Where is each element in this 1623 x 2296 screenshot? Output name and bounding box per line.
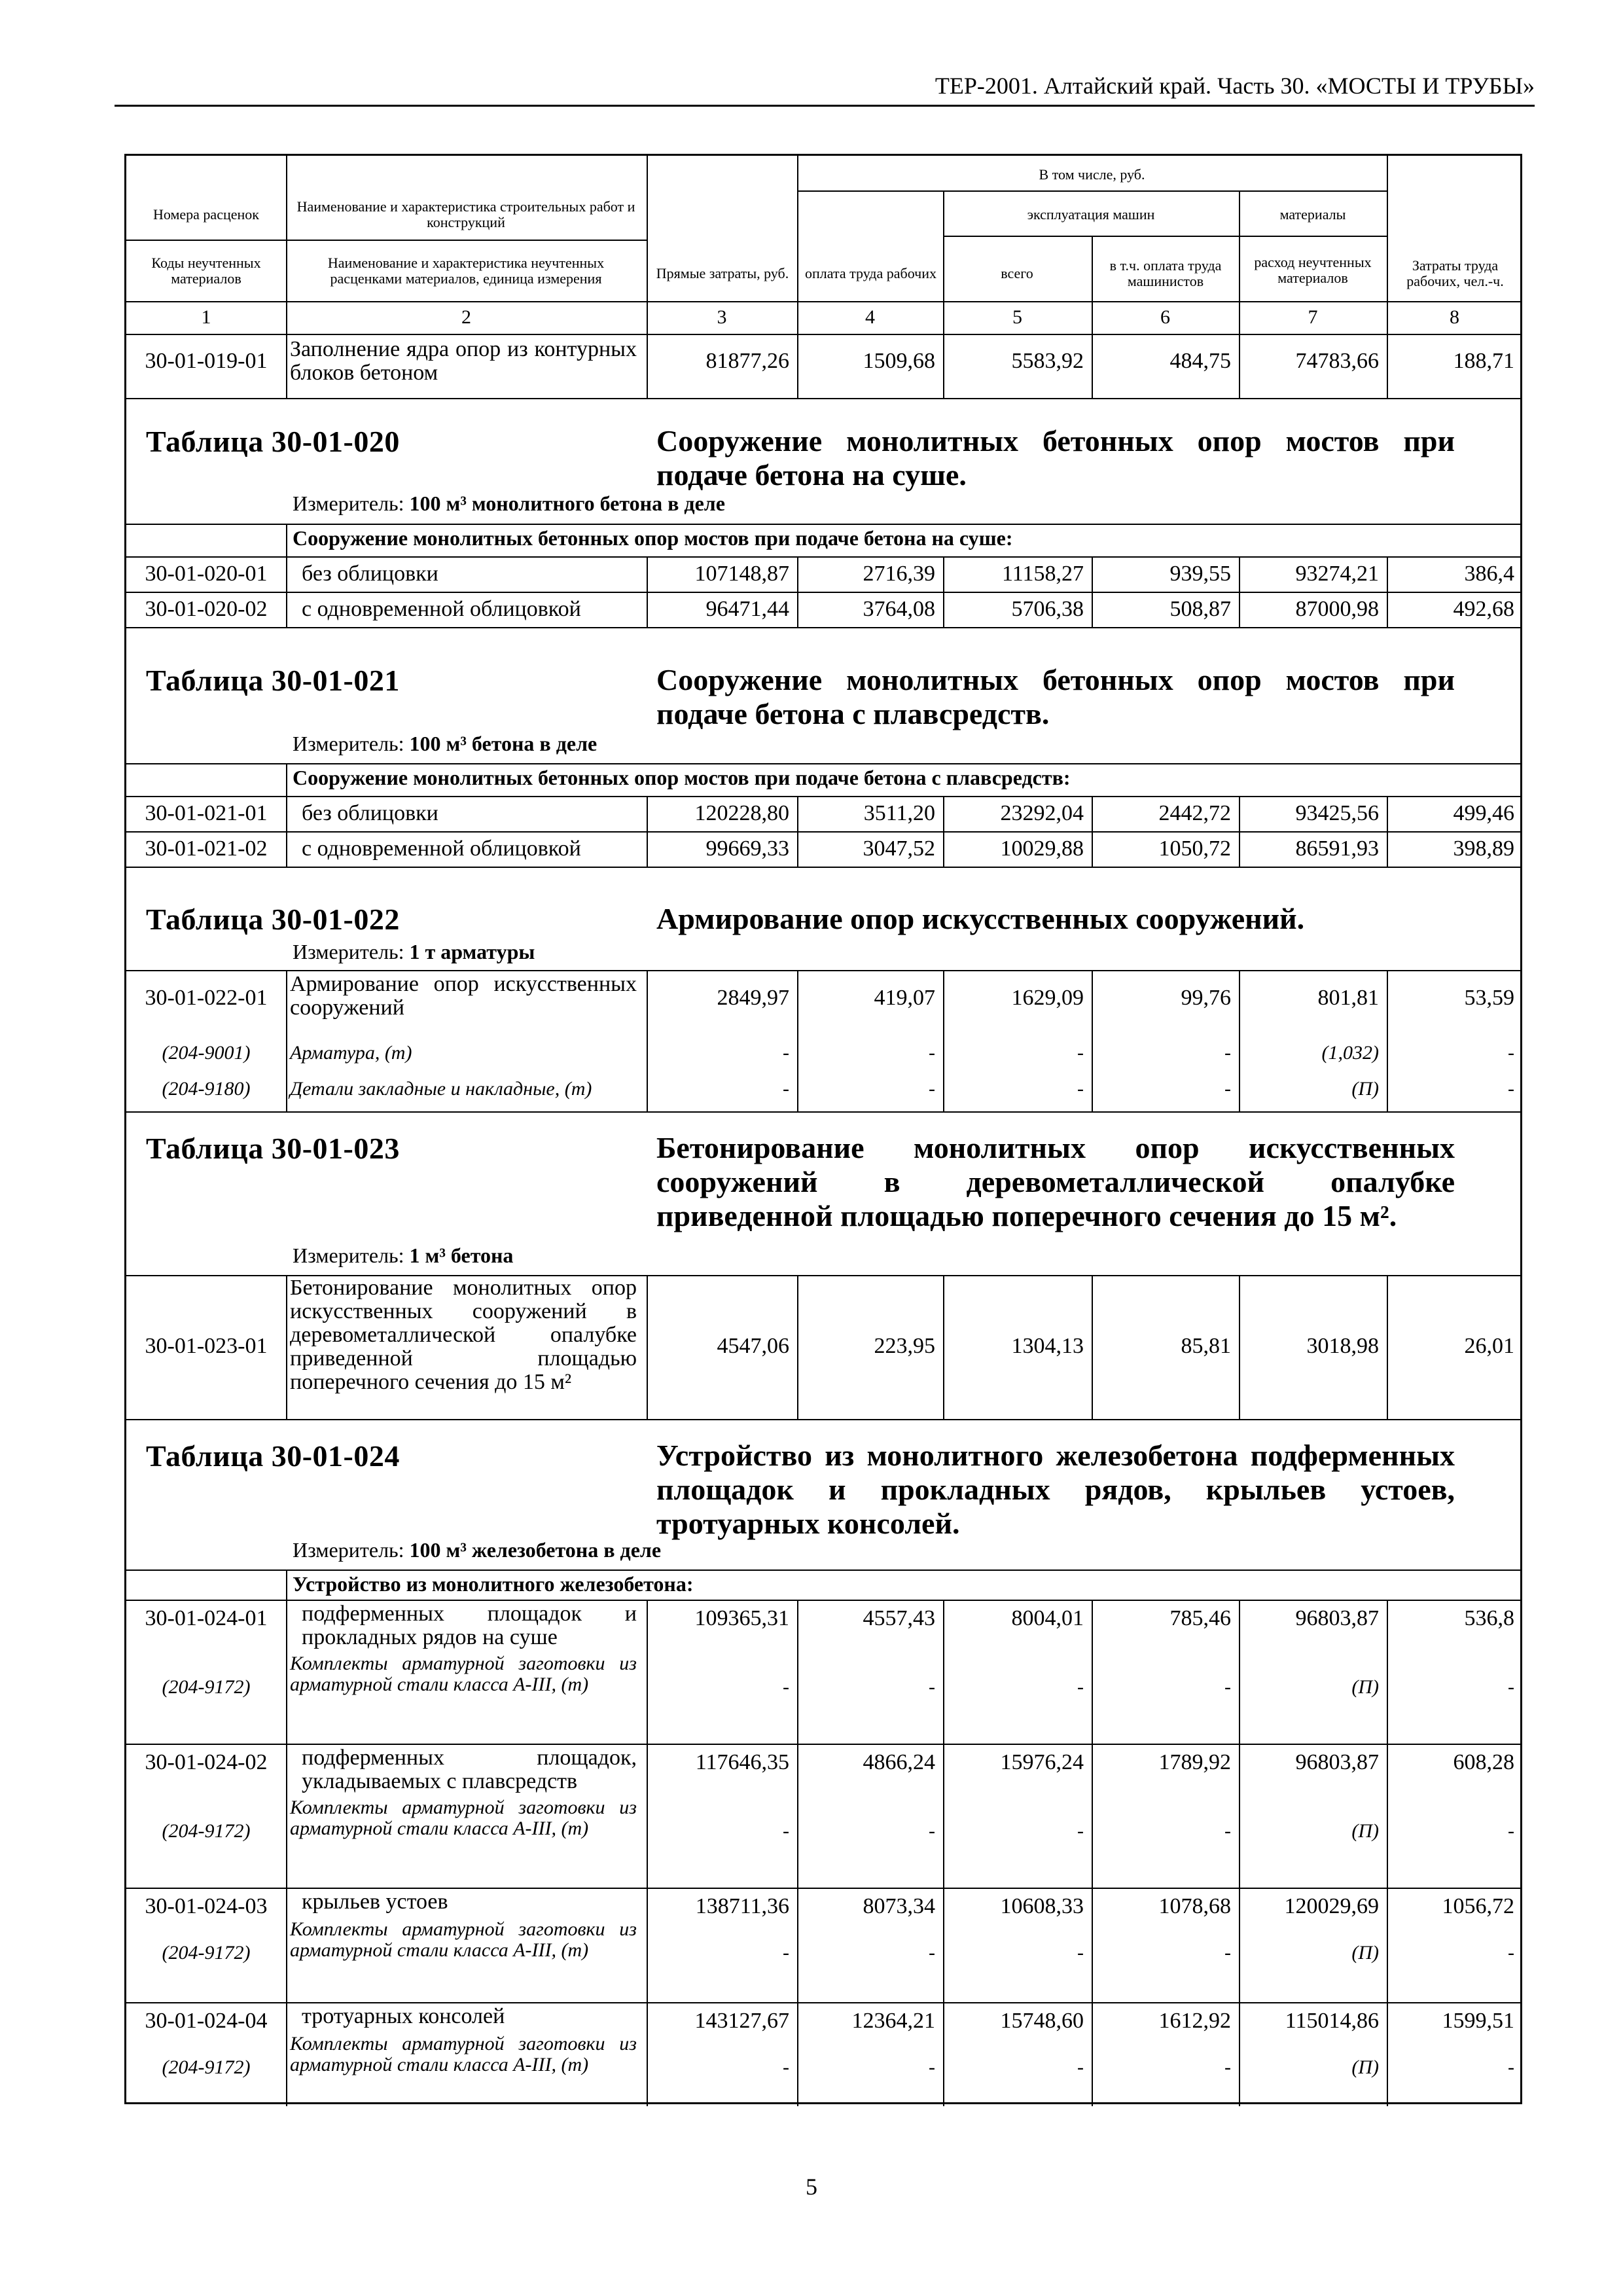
row-divider [126, 1111, 1522, 1113]
table-title: Таблица 30-01-021 [146, 664, 400, 697]
material-name: Арматура, (т) [290, 1042, 412, 1064]
material-code: (204-9172) [162, 2056, 251, 2078]
value-cell: 11158,27 [1002, 562, 1084, 586]
value-cell: 536,8 [1464, 1606, 1514, 1630]
row-divider [943, 236, 1387, 237]
value-cell: 1612,92 [1158, 2009, 1231, 2033]
rate-name: подферменных площадок и прокладных рядов на суше [302, 1602, 637, 1649]
table-title: Таблица 30-01-020 [146, 425, 400, 458]
value-cell: 26,01 [1464, 1334, 1514, 1358]
table-description: Армирование опор искусственных сооружений. [656, 902, 1305, 935]
table-title: Таблица 30-01-022 [146, 903, 400, 936]
column-divider [286, 592, 287, 627]
value-cell: - [1077, 1942, 1084, 1964]
rates-table [124, 154, 1522, 2104]
value-cell: 2716,39 [863, 562, 935, 586]
value-cell: - [1077, 2056, 1084, 2078]
value-cell: - [783, 1078, 789, 1100]
row-divider [126, 301, 1522, 302]
value-cell: 492,68 [1453, 597, 1514, 621]
row-divider [797, 190, 1387, 192]
section-subheader: Сооружение монолитных бетонных опор мостов при подаче бетона на суше: [293, 526, 1013, 550]
value-cell: 23292,04 [1000, 801, 1084, 825]
value-cell: 484,75 [1169, 349, 1231, 373]
row-divider [126, 592, 1522, 593]
header-work-name: Наименование и характеристика строительных работ и конструкций [296, 198, 635, 230]
measure-label: Измеритель: [293, 1244, 404, 1267]
rate-name: крыльев устоев [302, 1890, 448, 1914]
rate-code: 30-01-022-01 [145, 986, 268, 1010]
measure-line [293, 1538, 661, 1562]
value-cell: 4547,06 [717, 1334, 789, 1358]
row-divider [126, 240, 286, 241]
value-cell: 138711,36 [695, 1894, 789, 1918]
value-cell: - [1224, 1820, 1231, 1842]
rate-name: Бетонирование монолитных опор искусственных сооружений в деревометаллической опалубке приведенной площадью поперечного сечения до 15 м² [290, 1276, 637, 1394]
value-cell: 1078,68 [1158, 1894, 1231, 1918]
value-cell: 508,87 [1169, 597, 1231, 621]
value-cell: - [1508, 1042, 1514, 1064]
value-cell: (П) [1351, 1078, 1379, 1100]
value-cell: - [1224, 1042, 1231, 1064]
column-number: 3 [717, 306, 727, 328]
rate-name: Заполнение ядра опор из контурных блоков бетоном [290, 337, 637, 385]
column-number: 8 [1450, 306, 1459, 328]
value-cell: - [1224, 1676, 1231, 1698]
value-cell: 10029,88 [1000, 836, 1084, 861]
header-rate-number: Номера расценок [153, 206, 259, 223]
rate-code: 30-01-023-01 [145, 1334, 268, 1358]
value-cell: 74783,66 [1295, 349, 1379, 373]
rate-name: с одновременной облицовкой [302, 597, 581, 621]
rate-code: 30-01-019-01 [145, 349, 268, 373]
value-cell: 12364,21 [851, 2009, 935, 2033]
material-code: (204-9172) [162, 1942, 251, 1964]
row-divider [126, 1744, 1522, 1745]
column-number: 7 [1308, 306, 1318, 328]
value-cell: - [783, 1820, 789, 1842]
material-name: Комплекты арматурной заготовки из арматурной стали класса А-III, (т) [290, 1918, 637, 1961]
value-cell: - [929, 1820, 935, 1842]
page-number: 5 [806, 2174, 817, 2200]
value-cell: - [929, 1676, 935, 1698]
value-cell: 1050,72 [1158, 836, 1231, 861]
material-code: (204-9180) [162, 1078, 251, 1100]
rate-code: 30-01-024-01 [145, 1606, 268, 1630]
value-cell: 1304,13 [1011, 1334, 1084, 1358]
value-cell: - [783, 1942, 789, 1964]
value-cell: 115014,86 [1285, 2009, 1379, 2033]
value-cell: - [1224, 2056, 1231, 2078]
material-name: Комплекты арматурной заготовки из арматурной стали класса А-III, (т) [290, 1653, 637, 1695]
header-materials: материалы [1279, 206, 1346, 223]
value-cell: - [1508, 1676, 1514, 1698]
value-cell: - [929, 1078, 935, 1100]
value-cell: 87000,98 [1295, 597, 1379, 621]
rate-name: без облицовки [302, 562, 438, 586]
value-cell: - [929, 1942, 935, 1964]
header-machines: эксплуатация машин [1027, 206, 1155, 223]
column-divider [286, 1744, 287, 1888]
value-cell: 1509,68 [863, 349, 935, 373]
value-cell: 4557,43 [863, 1606, 935, 1630]
column-divider [286, 1600, 287, 1744]
value-cell: 1789,92 [1158, 1750, 1231, 1774]
row-divider [126, 867, 1522, 868]
column-divider [286, 796, 287, 831]
rate-name: подферменных площадок, укладываемых с плавсредств [302, 1746, 637, 1793]
row-divider [286, 240, 647, 241]
measure-line [293, 940, 535, 964]
value-cell: 10608,33 [1000, 1894, 1084, 1918]
header-labor-hours: Затраты труда рабочих, чел.-ч. [1406, 257, 1504, 289]
value-cell: 608,28 [1453, 1750, 1514, 1774]
value-cell: 120228,80 [694, 801, 789, 825]
value-cell: 96471,44 [705, 597, 789, 621]
value-cell: - [783, 2056, 789, 2078]
column-divider [286, 1888, 287, 2002]
row-divider [126, 627, 1522, 628]
value-cell: 223,95 [874, 1334, 935, 1358]
column-divider [286, 1275, 287, 1419]
value-cell: - [1224, 1942, 1231, 1964]
material-code: (204-9172) [162, 1676, 251, 1698]
value-cell: 107148,87 [694, 562, 789, 586]
header-unaccounted-materials: расход неучтенных материалов [1254, 254, 1372, 286]
material-name: Комплекты арматурной заготовки из арматурной стали класса А-III, (т) [290, 1797, 637, 1839]
column-number: 6 [1160, 306, 1170, 328]
table-description: Сооружение монолитных бетонных опор мостов при подаче бетона с плавсредств. [656, 663, 1455, 730]
value-cell: 5706,38 [1011, 597, 1084, 621]
measure-label: Измеритель: [293, 940, 404, 963]
value-cell: - [1077, 1042, 1084, 1064]
value-cell: 785,46 [1169, 1606, 1231, 1630]
value-cell: 3047,52 [863, 836, 935, 861]
value-cell: 85,81 [1181, 1334, 1231, 1358]
row-divider [126, 970, 1522, 971]
value-cell: 143127,67 [694, 2009, 789, 2033]
header-material-name: Наименование и характеристика неучтенных расценками материалов, единица измерения [327, 255, 605, 287]
measure-value: 1 м³ бетона [409, 1244, 514, 1267]
rate-name: с одновременной облицовкой [302, 836, 581, 861]
header-machines-total: всего [1001, 265, 1033, 281]
row-divider [126, 763, 1522, 764]
row-divider [126, 1888, 1522, 1889]
column-divider [286, 556, 287, 592]
value-cell: 109365,31 [694, 1606, 789, 1630]
value-cell: - [1508, 2056, 1514, 2078]
value-cell: 8073,34 [863, 1894, 935, 1918]
table-title: Таблица 30-01-024 [146, 1439, 400, 1473]
value-cell: 1056,72 [1442, 1894, 1514, 1918]
value-cell: 3764,08 [863, 597, 935, 621]
value-cell: (1,032) [1321, 1042, 1379, 1064]
header-material-codes: Коды неучтенных материалов [151, 255, 261, 287]
rate-code: 30-01-021-02 [145, 836, 268, 861]
value-cell: 93274,21 [1295, 562, 1379, 586]
material-code: (204-9001) [162, 1042, 251, 1064]
value-cell: 5583,92 [1011, 349, 1084, 373]
rate-name: без облицовки [302, 801, 438, 825]
material-name: Комплекты арматурной заготовки из арматурной стали класса А-III, (т) [290, 2033, 637, 2075]
rate-code: 30-01-021-01 [145, 801, 268, 825]
rate-code: 30-01-020-02 [145, 597, 268, 621]
measure-line [293, 492, 725, 516]
column-number: 4 [865, 306, 875, 328]
value-cell: (П) [1351, 2056, 1379, 2078]
rate-code: 30-01-024-04 [145, 2009, 268, 2033]
value-cell: 15976,24 [1000, 1750, 1084, 1774]
value-cell: 99669,33 [705, 836, 789, 861]
value-cell: - [783, 1676, 789, 1698]
header-including: В том числе, руб. [1039, 166, 1145, 183]
value-cell: - [929, 2056, 935, 2078]
value-cell: 99,76 [1181, 986, 1231, 1010]
table-description: Устройство из монолитного железобетона подферменных площадок и прокладных рядов, крыльев устоев, тротуарных консолей. [656, 1439, 1455, 1540]
value-cell: - [1077, 1078, 1084, 1100]
row-divider [126, 796, 1522, 797]
value-cell: 86591,93 [1295, 836, 1379, 861]
value-cell: 499,46 [1453, 801, 1514, 825]
rate-name: тротуарных консолей [302, 2004, 505, 2028]
column-number: 1 [201, 306, 211, 328]
value-cell: 386,4 [1464, 562, 1514, 586]
column-divider [286, 970, 287, 1111]
value-cell: 117646,35 [695, 1750, 789, 1774]
rate-code: 30-01-020-01 [145, 562, 268, 586]
measure-label: Измеритель: [293, 492, 404, 515]
column-divider [286, 334, 287, 398]
value-cell: 15748,60 [1000, 2009, 1084, 2033]
rate-code: 30-01-024-03 [145, 1894, 268, 1918]
column-number: 5 [1012, 306, 1022, 328]
measure-line [293, 1244, 513, 1268]
value-cell: - [1508, 1820, 1514, 1842]
header-labor-pay: оплата труда рабочих [805, 265, 936, 281]
value-cell: 8004,01 [1011, 1606, 1084, 1630]
row-divider [126, 556, 1522, 558]
page-header [115, 65, 1535, 107]
value-cell: 53,59 [1464, 986, 1514, 1010]
header-direct-costs: Прямые затраты, руб. [656, 265, 789, 281]
value-cell: 1629,09 [1011, 986, 1084, 1010]
value-cell: 419,07 [874, 986, 935, 1010]
column-divider [286, 2002, 287, 2106]
value-cell: 939,55 [1169, 562, 1231, 586]
value-cell: 3018,98 [1306, 1334, 1379, 1358]
row-divider [126, 1600, 1522, 1601]
column-divider [286, 524, 287, 556]
value-cell: 188,71 [1453, 349, 1514, 373]
value-cell: 96803,87 [1295, 1750, 1379, 1774]
measure-label: Измеритель: [293, 1538, 404, 1562]
rate-name: Армирование опор искусственных сооружений [290, 972, 637, 1020]
value-cell: 3511,20 [863, 801, 935, 825]
value-cell: - [1508, 1942, 1514, 1964]
row-divider [126, 831, 1522, 833]
value-cell: 4866,24 [863, 1750, 935, 1774]
table-description: Сооружение монолитных бетонных опор мостов при подаче бетона на суше. [656, 424, 1455, 492]
column-divider [286, 831, 287, 867]
row-divider [126, 2002, 1522, 2003]
column-divider [286, 1570, 287, 1600]
measure-label: Измеритель: [293, 732, 404, 755]
value-cell: (П) [1351, 1820, 1379, 1842]
row-divider [126, 1419, 1522, 1420]
value-cell: - [1508, 1078, 1514, 1100]
header-operators-pay: в т.ч. оплата труда машинистов [1109, 257, 1222, 289]
value-cell: - [1077, 1676, 1084, 1698]
table-title: Таблица 30-01-023 [146, 1132, 400, 1165]
value-cell: 398,89 [1453, 836, 1514, 861]
measure-value: 100 м³ железобетона в деле [409, 1538, 662, 1562]
rate-code: 30-01-024-02 [145, 1750, 268, 1774]
value-cell: - [783, 1042, 789, 1064]
table-description: Бетонирование монолитных опор искусственных сооружений в деревометаллической опалубке приведенной площадью поперечного сечения до 15 м². [656, 1131, 1455, 1232]
value-cell: 81877,26 [705, 349, 789, 373]
column-divider [286, 763, 287, 796]
material-code: (204-9172) [162, 1820, 251, 1842]
section-subheader: Устройство из монолитного железобетона: [293, 1572, 694, 1596]
material-name: Детали закладные и накладные, (т) [290, 1078, 592, 1100]
value-cell: - [929, 1042, 935, 1064]
value-cell: 96803,87 [1295, 1606, 1379, 1630]
measure-value: 100 м³ монолитного бетона в деле [409, 492, 725, 515]
header-title: ТЕР-2001. Алтайский край. Часть 30. «МОСТЫ И ТРУБЫ» [935, 73, 1535, 99]
row-divider [126, 524, 1522, 525]
section-subheader: Сооружение монолитных бетонных опор мостов при подаче бетона с плавсредств: [293, 766, 1071, 789]
column-number: 2 [461, 306, 471, 328]
value-cell: 801,81 [1317, 986, 1379, 1010]
value-cell: (П) [1351, 1676, 1379, 1698]
value-cell: - [1224, 1078, 1231, 1100]
value-cell: (П) [1351, 1942, 1379, 1964]
value-cell: 2849,97 [717, 986, 789, 1010]
value-cell: 120029,69 [1284, 1894, 1379, 1918]
row-divider [126, 398, 1522, 399]
value-cell: 93425,56 [1295, 801, 1379, 825]
measure-value: 1 т арматуры [409, 940, 535, 963]
row-divider [126, 334, 1522, 335]
value-cell: 2442,72 [1158, 801, 1231, 825]
row-divider [126, 1570, 1522, 1571]
value-cell: 1599,51 [1442, 2009, 1514, 2033]
value-cell: - [1077, 1820, 1084, 1842]
measure-value: 100 м³ бетона в деле [409, 732, 597, 755]
measure-line [293, 732, 597, 756]
